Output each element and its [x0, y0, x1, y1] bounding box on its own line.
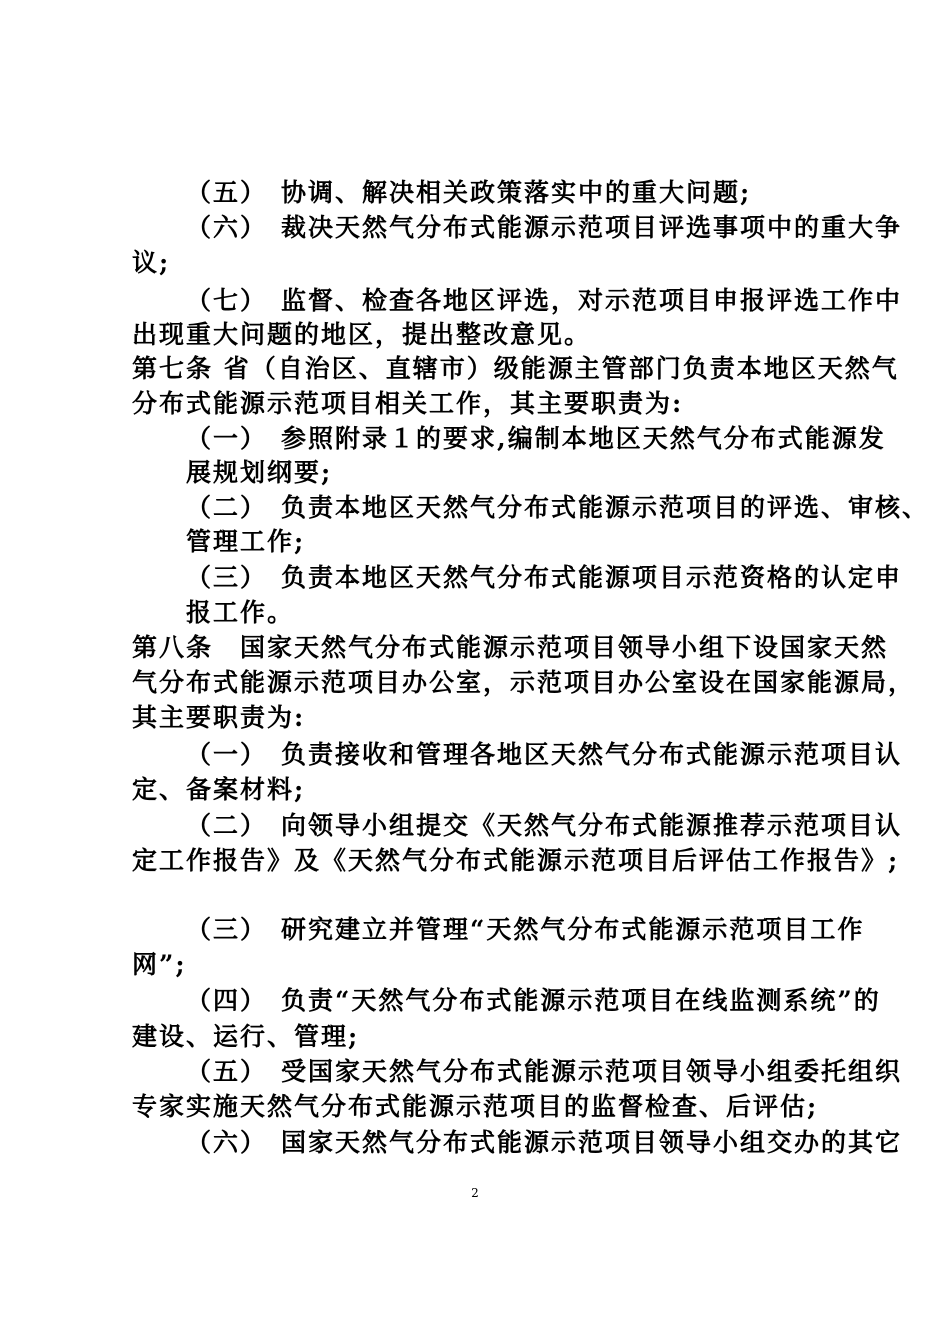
- article-7-continuation: 分布式能源示范项目相关工作，其主要职责为:: [132, 389, 684, 418]
- article-8-heading: 第八条 国家天然气分布式能源示范项目领导小组下设国家天然: [132, 633, 889, 662]
- article-8-item-2: （二） 向领导小组提交《天然气分布式能源推荐示范项目认: [186, 811, 903, 840]
- clause-6-line: （六） 裁决天然气分布式能源示范项目评选事项中的重大争: [186, 213, 903, 242]
- clause-6-continuation: 议;: [132, 248, 171, 277]
- article-7-item-3: （三） 负责本地区天然气分布式能源项目示范资格的认定申: [186, 563, 903, 592]
- article-7-item-2-continuation: 管理工作;: [186, 527, 306, 556]
- article-8-item-4-continuation: 建设、运行、管理;: [132, 1022, 360, 1051]
- article-8-item-3: （三） 研究建立并管理“天然气分布式能源示范项目工作: [186, 915, 865, 944]
- clause-7-line: （七） 监督、检查各地区评选，对示范项目申报评选工作中: [186, 286, 903, 315]
- article-7-item-1: （一） 参照附录１的要求,编制本地区天然气分布式能源发: [186, 424, 886, 453]
- article-8-item-4: （四） 负责“天然气分布式能源示范项目在线监测系统”的: [186, 986, 881, 1015]
- article-8-item-6: （六） 国家天然气分布式能源示范项目领导小组交办的其它: [186, 1128, 903, 1157]
- clause-7-continuation: 出现重大问题的地区，提出整改意见。: [132, 320, 592, 349]
- article-7-heading: 第七条 省（自治区、直辖市）级能源主管部门负责本地区天然气: [132, 354, 899, 383]
- article-7-item-1-continuation: 展规划纲要;: [186, 458, 333, 487]
- article-8-continuation-2: 其主要职责为:: [132, 703, 306, 732]
- article-8-item-3-continuation: 网”;: [132, 950, 187, 979]
- article-7-item-3-continuation: 报工作。: [186, 598, 295, 627]
- article-8-item-2-continuation: 定工作报告》及《天然气分布式能源示范项目后评估工作报告》;: [132, 846, 900, 875]
- article-8-item-5: （五） 受国家天然气分布式能源示范项目领导小组委托组织: [186, 1057, 903, 1086]
- page-number: 2: [471, 1186, 479, 1200]
- article-8-item-5-continuation: 专家实施天然气分布式能源示范项目的监督检查、后评估;: [132, 1092, 819, 1121]
- article-8-item-1: （一） 负责接收和管理各地区天然气分布式能源示范项目认: [186, 740, 903, 769]
- article-7-item-2: （二） 负责本地区天然气分布式能源示范项目的评选、审核、: [186, 493, 930, 522]
- clause-5-line: （五） 协调、解决相关政策落实中的重大问题;: [186, 178, 752, 207]
- article-8-item-1-continuation: 定、备案材料;: [132, 775, 306, 804]
- article-8-continuation: 气分布式能源示范项目办公室，示范项目办公室设在国家能源局，: [132, 668, 916, 697]
